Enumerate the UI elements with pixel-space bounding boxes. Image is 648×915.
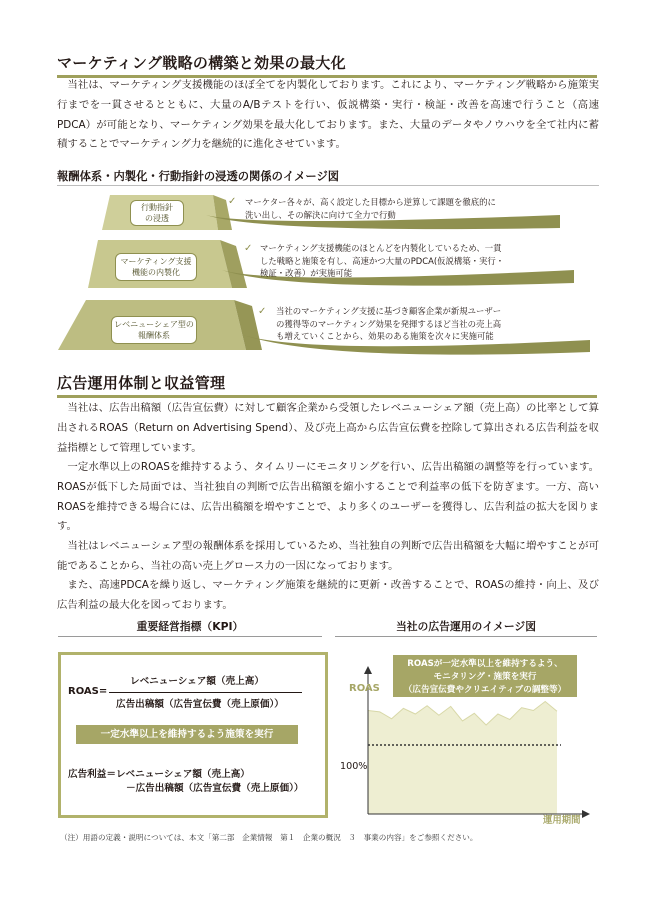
section1-line: ウを全て社内に蓄積することでマーケティング力を継続的に進化させています。 — [57, 118, 600, 151]
check-icon: ✓ — [258, 306, 267, 317]
kpi-heading: 重要経営指標（KPI） — [136, 620, 244, 633]
callout-line: モニタリング・施策を実行 — [433, 672, 537, 682]
diagram-title: 報酬体系・内製化・行動指針の浸透の関係のイメージ図 — [57, 170, 340, 183]
section2-line: る広告利益を収益指標として管理しています。 — [57, 421, 600, 454]
tier-3-label-line: 報酬体系 — [138, 331, 170, 340]
chart-y-label: ROAS — [349, 683, 380, 694]
footnote: （注）用語の定義・説明については、本文「第二部 企業情報 第１ 企業の概況 ３ 事業の内容」をご参照ください。 — [60, 833, 478, 842]
roas-numerator: レベニューシェア額（売上高） — [130, 676, 264, 687]
section1-title-text: マーケティング戦略の構築と効果の最大化 — [57, 54, 346, 72]
section1-line: 当社は、マーケティング支援機能のほぼ全てを内製化しております。これにより、マーケティング戦略か — [67, 79, 558, 91]
roas-label: ROAS= — [68, 686, 108, 697]
section2-line: 告利益の拡大を図ります。 — [57, 500, 599, 533]
section2-line: す。一方、高いROASを維持できる場合には、広告出稿額を増やすことで、より多くのユーザーを獲得し、広 — [57, 480, 599, 513]
tier-3-text-line: の獲得等のマーケティング効果を発揮するほど当社の売上高 — [276, 318, 502, 329]
tier-2-text-line: マーケティング支援機能のほとんどを内製化しているため、一貫 — [260, 243, 502, 253]
reference-label: 100% — [340, 761, 368, 772]
tier-1-label-line: の浸透 — [145, 214, 169, 223]
roas-area — [368, 702, 557, 815]
tier-3-label-line: レベニューシェア型の — [114, 320, 194, 329]
check-icon: ✓ — [244, 243, 253, 254]
section1-line: ら施策実行までを一貫させるとともに、大量のA/Bテストを行い、仮説構築・実行・検証・改善を高速で行う — [57, 79, 600, 111]
chart-heading: 当社の広告運用のイメージ図 — [395, 620, 537, 633]
tier-2-text-line: 検証・改善）が実施可能 — [260, 268, 353, 278]
section2-title-text: 広告運用体制と収益管理 — [57, 374, 226, 392]
tier-3-text-line: 当社のマーケティング支援に基づき顧客企業が新規ユーザー — [276, 306, 502, 316]
ad-profit-line-1: 広告利益＝レベニューシェア額（売上高） — [68, 769, 250, 780]
section1-line: こと（高速PDCA）が可能となり、マーケティング効果を最大化しております。また、大量のデータやノウハ — [57, 98, 600, 131]
y-axis-arrow — [364, 666, 372, 674]
tier-1-label-line: 行動指針 — [141, 203, 173, 212]
section2-line: 当社はレベニューシェア型の報酬体系を採用しているため、当社独自の判断で広告出稿額を大幅に増や — [67, 540, 547, 552]
ad-profit-line-2: －広告出稿額（広告宣伝費（売上原価）） — [126, 783, 304, 794]
roas-denominator: 広告出稿額（広告宣伝費（売上原価）） — [116, 699, 284, 710]
section2-line: すことが可能であることから、当社の高い売上グロース力の一因になっております。 — [57, 540, 599, 572]
tier-2-label-line: マーケティング支援 — [120, 257, 192, 266]
tier-2-text-line: した戦略と施策を有し、高速かつ大量のPDCA(仮説構築・実行・ — [260, 255, 505, 266]
policy-bar: 一定水準以上を維持するよう施策を実行 — [76, 725, 298, 744]
section2-line: います。ROASが低下した局面では、当社独自の判断で広告出稿額を縮小することで利益率の低下を防ぎま — [57, 461, 600, 493]
tier-1-text-line: 洗い出し、その解決に向けて全力で行動 — [245, 209, 396, 220]
section2-line: また、高速PDCAを繰り返し、マーケティング施策を継続的に更新・改善することで、ROASの維持・向上、 — [67, 579, 579, 591]
tier-2-label-line: 機能の内製化 — [131, 268, 180, 277]
chart-x-label: 運用期間 — [543, 815, 581, 826]
tier-1-text-line: マーケター各々が、高く設定した目標から逆算して課題を徹底的に — [245, 197, 496, 207]
chart-callout — [393, 655, 577, 697]
section2-line: 一定水準以上のROASを維持するよう、タイムリーにモニタリングを行い、広告出稿額の調整等を行って — [67, 461, 558, 473]
callout-line: （広告宣伝費やクリエイティブの調整等） — [403, 685, 567, 695]
callout-line: ROASが一定水準以上を維持するよう、 — [407, 659, 563, 669]
x-axis-arrow — [582, 810, 590, 818]
section2-line: して算出されるROAS（Return on Advertising Spend）、及び売上高から広告宣伝費を控除して算出され — [57, 402, 599, 434]
section2-line: 及び広告利益の最大化を図っております。 — [57, 579, 600, 611]
tier-3-text-line: も増えていくことから、効果のある施策を次々に実施可能 — [276, 331, 494, 341]
section2-line: 当社は、広告出稿額（広告宣伝費）に対して顧客企業から受領したレベニューシェア額（売上高）の比率と — [67, 402, 568, 414]
check-icon: ✓ — [228, 196, 237, 207]
